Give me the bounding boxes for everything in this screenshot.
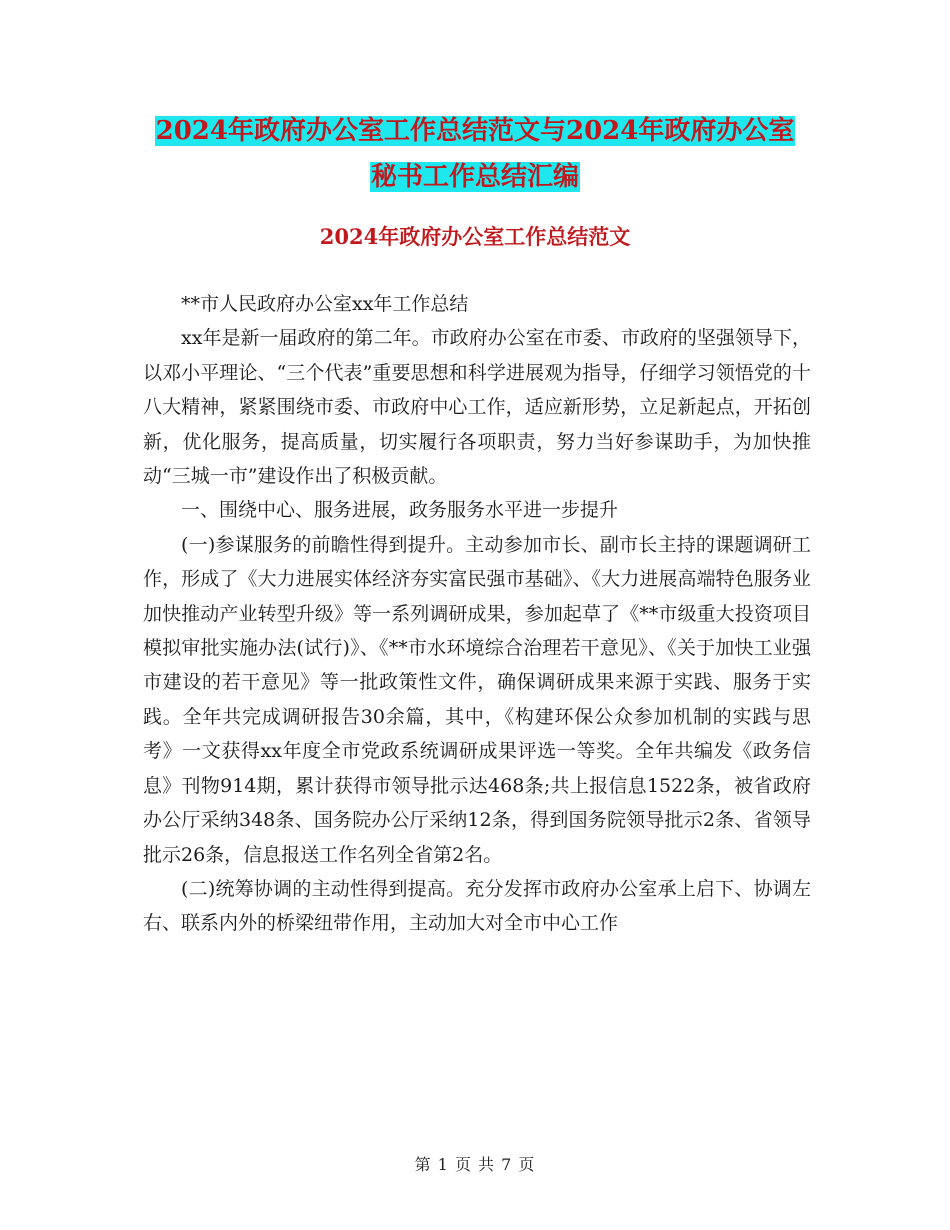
paragraph: **市人民政府办公室xx年工作总结 <box>181 293 469 315</box>
document-title-line-2: 秘书工作总结汇编 <box>370 162 579 192</box>
document-body <box>143 287 811 941</box>
document-title <box>0 108 950 200</box>
paragraph: 一、围绕中心、服务进展，政务服务水平进一步提升 <box>181 499 619 522</box>
section-title: 2024年政府办公室工作总结范文 <box>319 224 631 249</box>
page-footer: 第 1 页 共 7 页 <box>414 1155 536 1174</box>
document-title-line-1: 2024年政府办公室工作总结范文与2024年政府办公室 <box>155 116 795 146</box>
paragraph: xx年是新一届政府的第二年。市政府办公室在市委、市政府的坚强领导下，以邓小平理论、“三个代表”重要思想和科学进展观为指导，仔细学习领悟党的十八大精神，紧紧围绕市委、市政府中心工作，适应新形势，立足新起点，开拓创新，优化服务，提高质量，切实履行各项职责，努力当好参谋助手，为加快推动“三城一市”建设作出了积极贡献。 <box>143 327 811 488</box>
paragraph: (二)统筹协调的主动性得到提高。充分发挥市政府办公室承上启下、协调左右、联系内外的桥梁纽带作用，主动加大对全市中心工作 <box>143 877 811 935</box>
paragraph: (一)参谋服务的前瞻性得到提升。主动参加市长、副市长主持的课题调研工作，形成了《大力进展实体经济夯实富民强市基础》、《大力进展高端特色服务业加快推动产业转型升级》等一系列调研成果，参加起草了《**市级重大投资项目模拟审批实施办法(试行)》、《**市水环境综合治理若干意见》、《关于加快工业强市建设的若干意见》等一批政策性文件，确保调研成果来源于实践、服务于实践。全年共完成调研报告30余篇，其中，《构建环保公众参加机制的实践与思考》一文获得xx年度全市党政系统调研成果评选一等奖。全年共编发《政务信息》刊物914期，累计获得市领导批示达468条;共上报信息1522条，被省政府办公厅采纳348条、国务院办公厅采纳12条，得到国务院领导批示2条、省领导批示26条，信息报送工作名列全省第2名。 <box>143 533 811 866</box>
